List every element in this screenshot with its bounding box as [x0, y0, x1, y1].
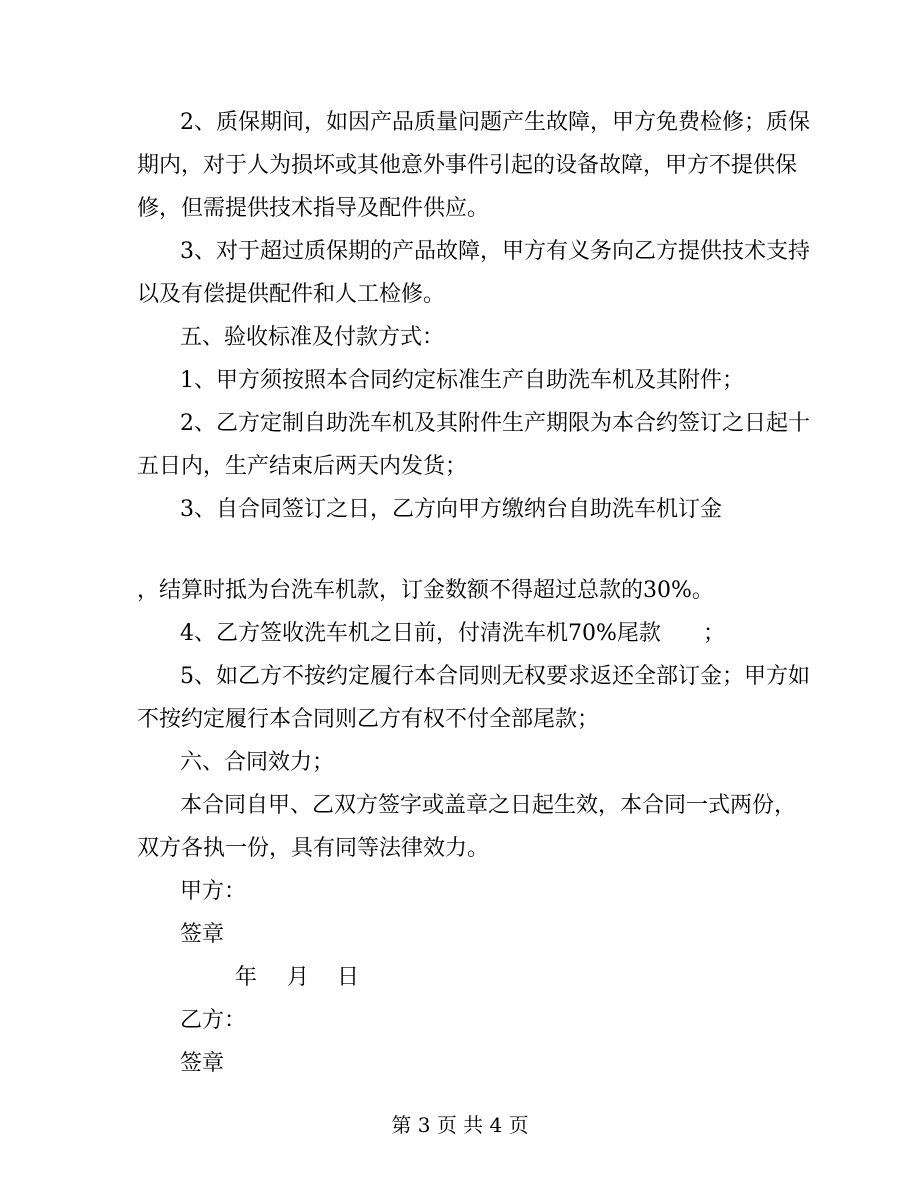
page-footer: 第 3 页 共 4 页 [391, 1113, 529, 1137]
paragraph-line: 3、自合同签订之日，乙方向甲方缴纳台自助洗车机订金 [180, 497, 722, 522]
party-b-label: 乙方： [180, 1008, 247, 1033]
paragraph-line: 1、甲方须按照本合同约定标准生产自助洗车机及其附件； [180, 368, 744, 393]
paragraph-line: 4、乙方签收洗车机之日前，付清洗车机70%尾款 [180, 621, 661, 646]
paragraph-line: 不按约定履行本合同则乙方有权不付全部尾款； [137, 707, 600, 732]
paragraph-line: 5、如乙方不按约定履行本合同则无权要求返还全部订金；甲方如 [180, 664, 810, 689]
date-year-label: 年 [235, 965, 258, 990]
paragraph-line: 期内，对于人为损坏或其他意外事件引起的设备故障，甲方不提供保 [137, 153, 798, 178]
party-b-seal-label: 签章 [180, 1051, 225, 1076]
paragraph-line: 以及有偿提供配件和人工检修。 [137, 282, 446, 307]
paragraph-line: 2、质保期间，如因产品质量问题产生故障，甲方免费检修；质保 [180, 110, 810, 135]
paragraph-line: 3、对于超过质保期的产品故障，甲方有义务向乙方提供技术支持 [180, 239, 810, 264]
section-heading: 五、验收标准及付款方式： [180, 325, 445, 350]
paragraph-line: 修，但需提供技术指导及配件供应。 [137, 196, 490, 221]
party-a-label: 甲方： [180, 879, 247, 904]
paragraph-line: 2、乙方定制自助洗车机及其附件生产期限为本合约签订之日起十 [180, 411, 810, 436]
paragraph-line: ，结算时抵为台洗车机款，订金数额不得超过总款的30%。 [137, 578, 714, 603]
party-a-seal-label: 签章 [180, 922, 225, 947]
paragraph-line: 双方各执一份，具有同等法律效力。 [137, 836, 490, 861]
paragraph-line-end: ； [703, 621, 726, 646]
section-heading: 六、合同效力； [180, 750, 335, 775]
paragraph-line: 五日内，生产结束后两天内发货； [137, 454, 468, 479]
date-month-label: 月 [287, 965, 310, 990]
paragraph-line: 本合同自甲、乙双方签字或盖章之日起生效，本合同一式两份， [180, 793, 797, 818]
date-day-label: 日 [337, 965, 360, 990]
